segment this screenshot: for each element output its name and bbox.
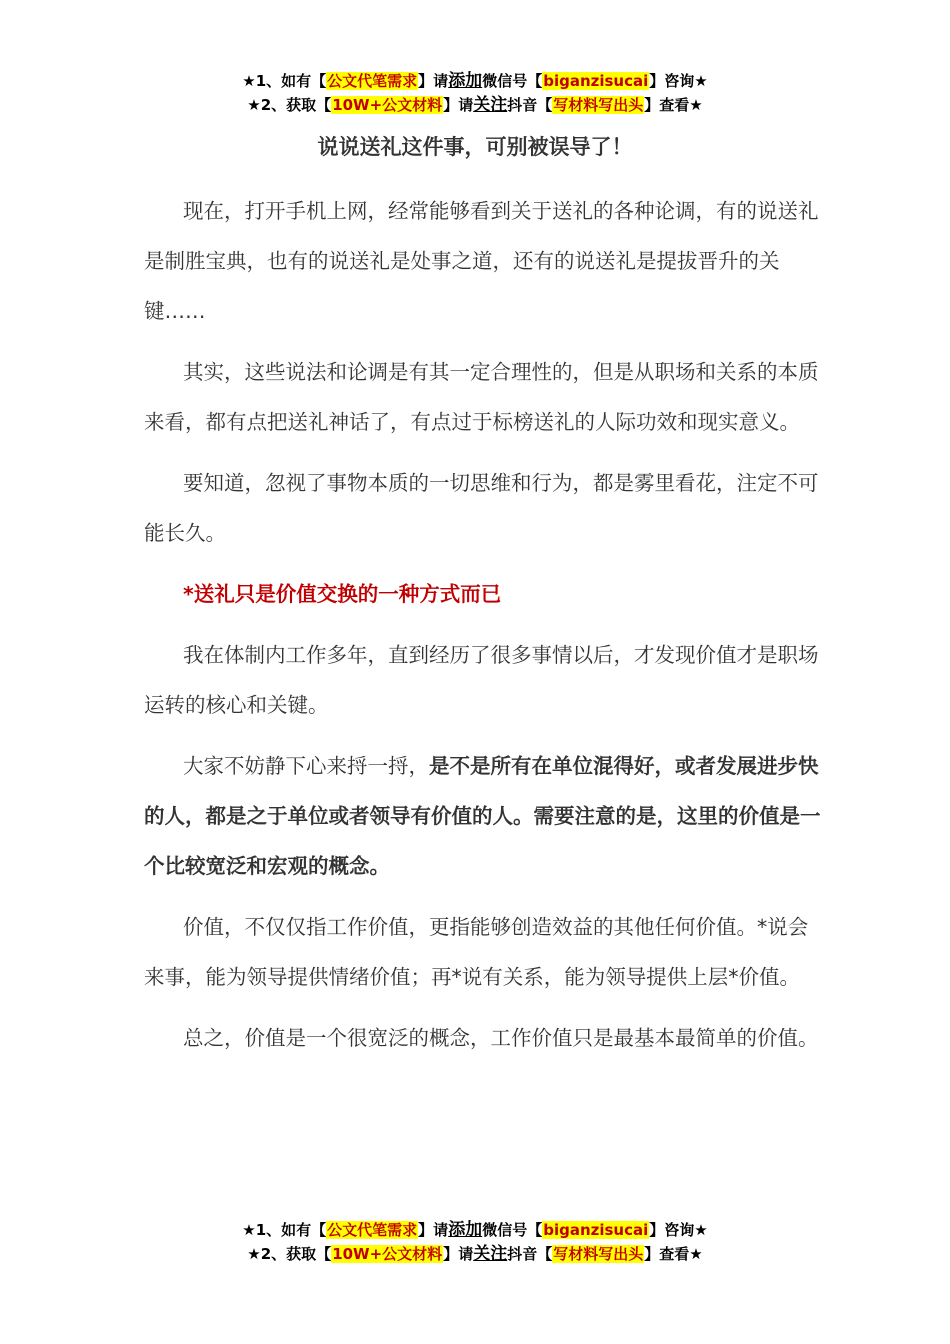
ad-highlight: 公文代笔需求 [327,72,418,90]
ad-underline: 关注 [473,1244,508,1264]
ad-underline: 添加 [448,71,483,91]
ad-text: ★1、如有【 [242,1221,327,1239]
paragraph: 价值，不仅仅指工作价值，更指能够创造效益的其他任何价值。*说会来事，能为领导提供情绪价值；再*说有关系，能为领导提供上层*价值。 [144,915,809,989]
ad-text: 抖音【 [507,1245,553,1263]
section-heading: *送礼只是价值交换的一种方式而已 [183,582,502,606]
ad-text: 】请 [443,1245,474,1263]
ad-text: 】请 [443,96,474,114]
ad-text: ★1、如有【 [242,72,327,90]
ad-highlight: biganzisucai [543,72,649,90]
footer-ad-line-1 [0,1219,950,1241]
article-body [144,186,824,1074]
paragraph [144,741,824,891]
paragraph: 现在，打开手机上网，经常能够看到关于送礼的各种论调，有的说送礼是制胜宝典，也有的说送礼是处事之道，还有的说送礼是提拔晋升的关键…… [144,199,819,323]
paragraph-bold-text: 是不是所有在单位混得好，或者发展进步快的人，都是之于单位或者领导有价值的人。需要注意的是，这里的价值是一个比较宽泛和宏观的概念。 [144,754,821,878]
ad-text: ★2、获取【 [247,1245,332,1263]
ad-highlight: 10W+公文材料 [332,96,443,114]
ad-underline: 关注 [473,95,508,115]
ad-text: 微信号【 [482,72,543,90]
ad-text: 】查看★ [644,1245,703,1263]
ad-highlight: 写材料写出头 [553,96,644,114]
ad-highlight: biganzisucai [543,1221,649,1239]
paragraph-text: 大家不妨静下心来捋一捋， [183,754,429,778]
ad-text: 】请 [418,1221,449,1239]
paragraph: 要知道，忽视了事物本质的一切思维和行为，都是雾里看花，注定不可能长久。 [144,471,819,545]
paragraph: 总之，价值是一个很宽泛的概念，工作价值只是最基本最简单的价值。 [183,1026,819,1050]
footer-ad-line-2 [0,1243,950,1265]
ad-highlight: 10W+公文材料 [332,1245,443,1263]
header-ad-line-1 [0,70,950,92]
ad-text: 】咨询★ [649,1221,708,1239]
ad-text: ★2、获取【 [247,96,332,114]
ad-text: 微信号【 [482,1221,543,1239]
ad-text: 抖音【 [507,96,553,114]
paragraph: 我在体制内工作多年，直到经历了很多事情以后，才发现价值才是职场运转的核心和关键。 [144,643,819,717]
ad-highlight: 写材料写出头 [553,1245,644,1263]
ad-text: 】咨询★ [649,72,708,90]
ad-underline: 添加 [448,1220,483,1240]
header-ad-line-2 [0,94,950,116]
ad-text: 】查看★ [644,96,703,114]
article-title: 说说送礼这件事，可别被误导了！ [317,135,633,159]
ad-text: 】请 [418,72,449,90]
ad-highlight: 公文代笔需求 [327,1221,418,1239]
paragraph: 其实，这些说法和论调是有其一定合理性的，但是从职场和关系的本质来看，都有点把送礼神话了，有点过于标榜送礼的人际功效和现实意义。 [144,360,819,434]
